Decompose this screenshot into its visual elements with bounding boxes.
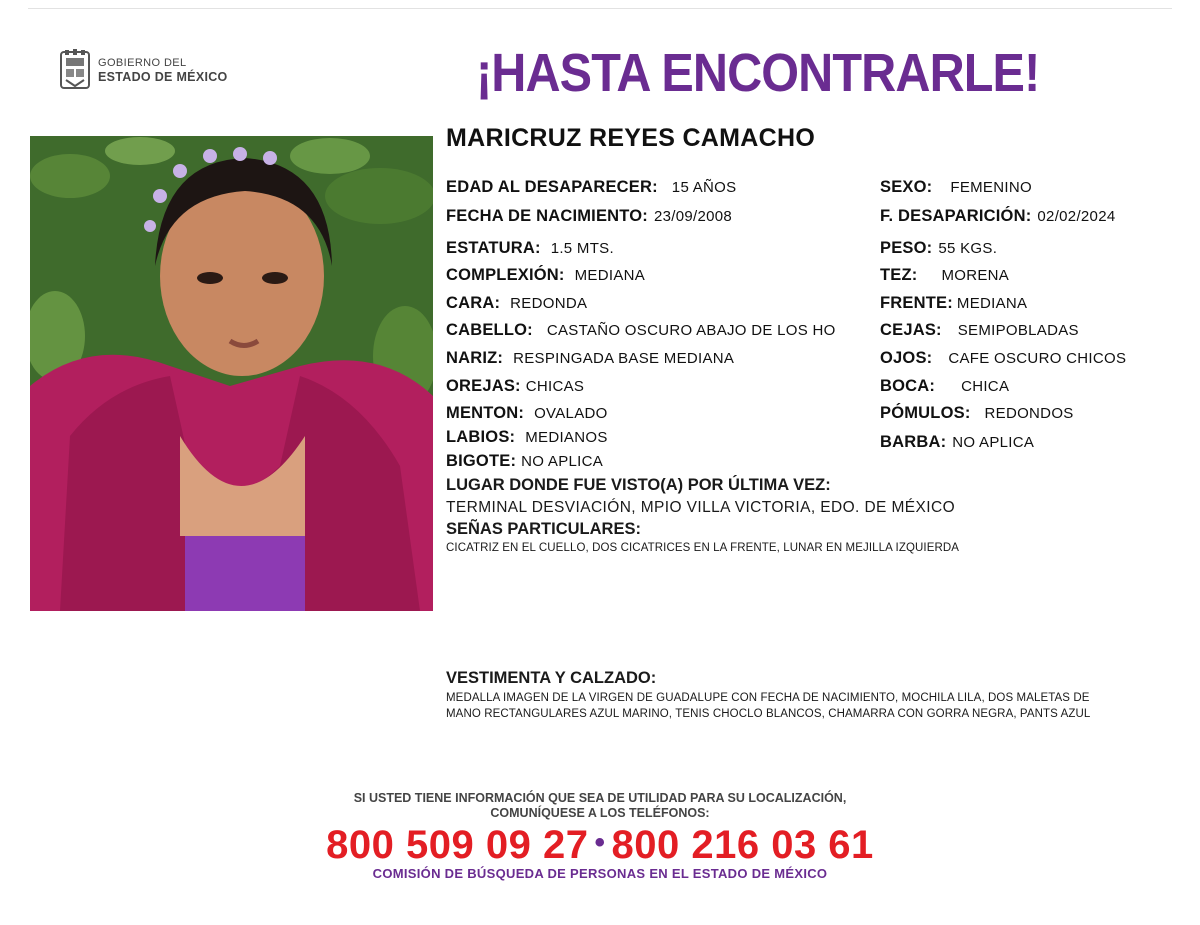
field-value: NO APLICA [521,453,604,470]
field-label: CEJAS: [880,321,942,339]
phone-separator: • [594,826,606,859]
last-seen-value: TERMINAL DESVIACIÓN, MPIO VILLA VICTORIA, EDO. DE MÉXICO [446,499,956,516]
field-value: MEDIANA [574,267,646,284]
field-value: FEMENINO [950,179,1032,196]
logo-line-2: ESTADO DE MÉXICO [98,70,228,84]
field-value: CAFE OSCURO CHICOS [948,350,1127,367]
field-mustache [446,452,603,471]
field-label: SEXO: [880,178,933,196]
field-label: PÓMULOS: [880,404,971,422]
field-mouth [880,377,1009,396]
field-label: BARBA: [880,433,947,451]
field-value: 1.5 MTS. [550,240,614,257]
field-sex [880,178,1032,197]
contact-info [0,791,1200,821]
field-value: MEDIANA [956,295,1028,312]
field-face [446,294,587,313]
field-value: MEDIANOS [525,429,608,446]
field-cheekbones [880,404,1074,423]
field-nose [446,349,734,368]
field-label: TEZ: [880,266,918,284]
logo-line-1: GOBIERNO DEL [98,57,187,69]
field-label: BOCA: [880,377,936,395]
field-label: ESTATURA: [446,239,541,257]
field-label: NARIZ: [446,349,504,367]
field-birthdate [446,207,732,226]
field-label: CABELLO: [446,321,533,339]
field-value: NO APLICA [952,434,1035,451]
field-label: EDAD AL DESAPARECER: [446,178,658,196]
field-label: MENTON: [446,404,525,422]
field-chin [446,404,608,423]
field-build [446,266,645,285]
field-skin [880,266,1009,285]
field-label: CARA: [446,294,501,312]
field-label: OJOS: [880,349,933,367]
field-eyes [880,349,1126,368]
field-height [446,239,614,258]
field-value: 23/09/2008 [654,208,733,225]
field-weight [880,239,997,258]
government-logo [58,47,228,93]
field-value: MORENA [941,267,1010,284]
field-label: FRENTE: [880,294,953,312]
clothing-line-1: MEDALLA IMAGEN DE LA VIRGEN DE GUADALUPE CON FECHA DE NACIMIENTO, MOCHILA LILA, DOS MALETAS DE [446,692,1090,704]
field-lips [446,428,608,447]
field-value: OVALADO [534,405,608,422]
field-label: F. DESAPARICIÓN: [880,207,1032,225]
contact-info-line-2: COMUNÍQUESE A LOS TELÉFONOS: [490,806,710,820]
field-value: SEMIPOBLADAS [957,322,1079,339]
field-value: 02/02/2024 [1037,208,1116,225]
contact-info-line-1: SI USTED TIENE INFORMACIÓN QUE SEA DE UTILIDAD PARA SU LOCALIZACIÓN, [353,791,847,805]
person-photo [30,136,433,611]
state-seal-icon [58,48,92,92]
field-forehead [880,294,1027,313]
distinguishing-marks-label: SEÑAS PARTICULARES: [446,520,641,538]
field-label: COMPLEXIÓN: [446,266,565,284]
field-label: PESO: [880,239,933,257]
field-label: OREJAS: [446,377,521,395]
top-divider [28,8,1172,9]
field-beard [880,433,1034,452]
field-label: FECHA DE NACIMIENTO: [446,207,648,225]
phone-number-2[interactable]: 800 216 03 61 [611,823,874,867]
field-label: BIGOTE: [446,452,517,470]
field-value: 55 KGS. [938,240,998,257]
field-age [446,178,736,197]
page-title: ¡HASTA ENCONTRARLE! [476,43,1040,103]
clothing-line-2: MANO RECTANGULARES AZUL MARINO, TENIS CHOCLO BLANCOS, CHAMARRA CON GORRA NEGRA, PANTS AZUL [446,708,1091,720]
person-name: MARICRUZ REYES CAMACHO [446,124,816,152]
field-eyebrows [880,321,1079,340]
field-value: CHICAS [525,378,585,395]
clothing-label: VESTIMENTA Y CALZADO: [446,669,657,687]
field-ears [446,377,584,396]
field-value: CASTAÑO OSCURO ABAJO DE LOS HO [546,322,836,339]
last-seen-label: LUGAR DONDE FUE VISTO(A) POR ÚLTIMA VEZ: [446,476,831,494]
field-value: 15 AÑOS [671,179,737,196]
phone-number-1[interactable]: 800 509 09 27 [326,823,589,867]
field-value: REDONDOS [984,405,1074,422]
field-label: LABIOS: [446,428,516,446]
field-hair [446,321,836,340]
distinguishing-marks-value: CICATRIZ EN EL CUELLO, DOS CICATRICES EN LA FRENTE, LUNAR EN MEJILLA IZQUIERDA [446,542,960,554]
field-disappearance-date [880,207,1115,226]
field-value: CHICA [961,378,1010,395]
field-value: REDONDA [510,295,588,312]
field-value: RESPINGADA BASE MEDIANA [513,350,735,367]
phone-numbers [0,823,1200,868]
commission-name: COMISIÓN DE BÚSQUEDA DE PERSONAS EN EL ESTADO DE MÉXICO [372,866,828,881]
